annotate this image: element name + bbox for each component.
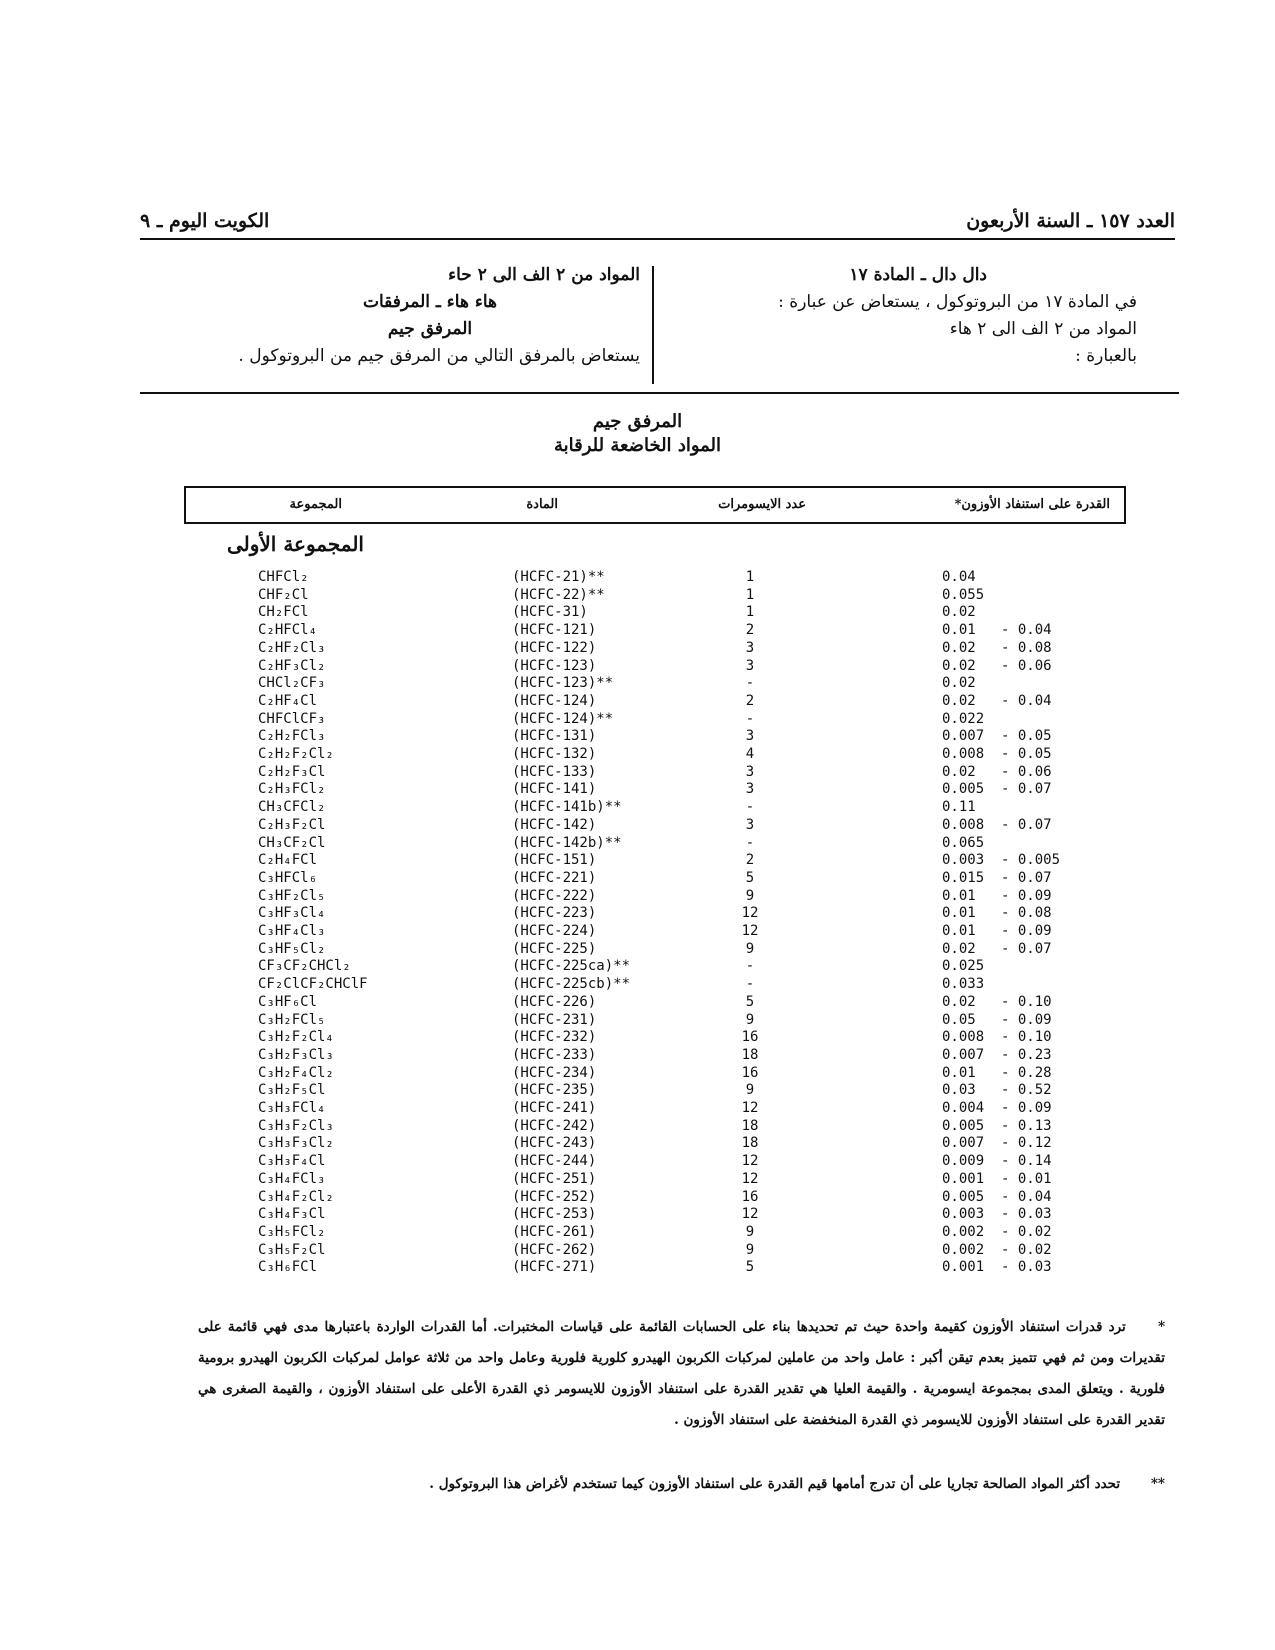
formula-cell: C₃H₂F₅Cl bbox=[258, 1082, 326, 1099]
isomer-count-cell: 5 bbox=[745, 993, 755, 1010]
isomer-count-cell: 12 bbox=[741, 1206, 759, 1223]
table-row bbox=[0, 692, 1275, 710]
formula-cell: C₃HFCl₆ bbox=[258, 869, 318, 886]
isomer-count-cell: 18 bbox=[741, 1135, 759, 1152]
odp-value-cell: 0.065 bbox=[942, 834, 985, 851]
isomer-count-cell: 3 bbox=[745, 657, 755, 674]
left-line-1: المواد من ٢ الف الى ٢ حاء bbox=[448, 265, 640, 285]
isomer-count-cell: - bbox=[745, 834, 755, 851]
substance-code-cell: (HCFC-131) bbox=[512, 728, 597, 745]
formula-cell: CH₃CF₂Cl bbox=[258, 834, 326, 851]
odp-value-cell: 0.02 - 0.07 bbox=[942, 940, 1052, 957]
table-row bbox=[0, 568, 1275, 586]
formula-cell: C₂H₂F₃Cl bbox=[258, 763, 326, 780]
odp-value-cell: 0.01 - 0.08 bbox=[942, 905, 1052, 922]
substance-code-cell: (HCFC-141b)** bbox=[512, 799, 622, 816]
odp-value-cell: 0.02 bbox=[942, 675, 976, 692]
substance-code-cell: (HCFC-223) bbox=[512, 905, 597, 922]
header-odp: القدرة على استنفاد الأوزون* bbox=[954, 497, 1110, 512]
odp-value-cell: 0.008 - 0.05 bbox=[942, 746, 1052, 762]
intro-columns bbox=[140, 262, 1175, 392]
formula-cell: C₂H₃FCl₂ bbox=[258, 781, 326, 798]
odp-value-cell: 0.055 bbox=[942, 586, 985, 603]
table-row bbox=[0, 1028, 1275, 1046]
substance-code-cell: (HCFC-122) bbox=[512, 639, 597, 656]
odp-value-cell: 0.009 - 0.14 bbox=[942, 1153, 1052, 1170]
formula-cell: C₃HF₅Cl₂ bbox=[258, 940, 326, 957]
formula-cell: C₃HF₃Cl₄ bbox=[258, 905, 326, 922]
footnote-2-mark: ** bbox=[1150, 1476, 1165, 1492]
footnote-2 bbox=[240, 1472, 1165, 1496]
substance-code-cell: (HCFC-21)** bbox=[512, 569, 605, 585]
formula-cell: C₂H₃F₂Cl bbox=[258, 816, 326, 833]
isomer-count-cell: 1 bbox=[745, 586, 755, 603]
odp-value-cell: 0.001 - 0.01 bbox=[942, 1170, 1052, 1187]
substance-code-cell: (HCFC-225cb)** bbox=[512, 976, 631, 993]
left-line-2: هاء هاء ـ المرفقات bbox=[362, 292, 498, 312]
annex-heading bbox=[0, 410, 1275, 458]
isomer-count-cell: 5 bbox=[745, 1259, 755, 1276]
substance-code-cell: (HCFC-271) bbox=[512, 1259, 597, 1276]
right-column bbox=[677, 262, 1137, 370]
table-row bbox=[0, 1152, 1275, 1170]
substance-code-cell: (HCFC-244) bbox=[512, 1153, 597, 1170]
formula-cell: CHCl₂CF₃ bbox=[258, 675, 326, 692]
isomer-count-cell: - bbox=[745, 799, 755, 816]
isomer-count-cell: 3 bbox=[745, 639, 755, 656]
header-isomers: عدد الايسومرات bbox=[718, 497, 806, 512]
isomer-count-cell: 16 bbox=[741, 1188, 759, 1205]
odp-value-cell: 0.003 - 0.005 bbox=[942, 852, 1061, 869]
substance-code-cell: (HCFC-241) bbox=[512, 1100, 597, 1116]
isomer-count-cell: 3 bbox=[745, 816, 755, 833]
footnote-2-text: تحدد أكثر المواد الصالحة تجاريا على أن تدرج أمامها قيم القدرة على استنفاد الأوزون كيما تستخدم لأغراض هذا البروتوكول . bbox=[429, 1476, 1121, 1492]
isomer-count-cell: 1 bbox=[745, 569, 755, 585]
isomer-count-cell: 18 bbox=[741, 1046, 759, 1063]
isomer-count-cell: 2 bbox=[745, 692, 755, 709]
table-row bbox=[0, 586, 1275, 604]
formula-cell: C₃HF₆Cl bbox=[258, 993, 318, 1010]
table-row bbox=[0, 922, 1275, 940]
odp-value-cell: 0.022 bbox=[942, 710, 985, 727]
isomer-count-cell: 1 bbox=[745, 604, 755, 621]
table-header bbox=[184, 486, 1126, 524]
section-rule bbox=[140, 392, 1179, 394]
table-row bbox=[0, 1241, 1275, 1259]
isomer-count-cell: - bbox=[745, 976, 755, 993]
substance-code-cell: (HCFC-133) bbox=[512, 763, 597, 780]
odp-value-cell: 0.02 - 0.04 bbox=[942, 692, 1052, 709]
odp-value-cell: 0.002 - 0.02 bbox=[942, 1223, 1052, 1240]
annex-subtitle: المواد الخاضعة للرقابة bbox=[553, 435, 722, 456]
isomer-count-cell: 12 bbox=[741, 905, 759, 922]
substance-code-cell: (HCFC-243) bbox=[512, 1135, 597, 1152]
left-column bbox=[220, 262, 640, 370]
odp-value-cell: 0.01 - 0.09 bbox=[942, 887, 1052, 904]
table-row bbox=[0, 763, 1275, 781]
formula-cell: C₃H₂F₄Cl₂ bbox=[258, 1064, 334, 1081]
substance-code-cell: (HCFC-123)** bbox=[512, 675, 614, 692]
odp-value-cell: 0.03 - 0.52 bbox=[942, 1082, 1052, 1099]
odp-value-cell: 0.01 - 0.09 bbox=[942, 923, 1052, 939]
substance-code-cell: (HCFC-242) bbox=[512, 1117, 597, 1134]
isomer-count-cell: 9 bbox=[745, 1082, 755, 1099]
annex-title: المرفق جيم bbox=[592, 411, 683, 432]
isomer-count-cell: 9 bbox=[745, 940, 755, 957]
substance-code-cell: (HCFC-235) bbox=[512, 1082, 597, 1099]
odp-value-cell: 0.11 bbox=[942, 799, 976, 816]
table-row bbox=[0, 727, 1275, 745]
substance-code-cell: (HCFC-123) bbox=[512, 657, 597, 674]
substance-code-cell: (HCFC-252) bbox=[512, 1188, 597, 1205]
column-divider bbox=[652, 266, 654, 384]
odp-value-cell: 0.002 - 0.02 bbox=[942, 1241, 1052, 1258]
formula-cell: C₂HF₄Cl bbox=[258, 692, 318, 709]
formula-cell: C₃H₄F₃Cl bbox=[258, 1206, 326, 1223]
formula-cell: C₂H₄FCl bbox=[258, 852, 318, 869]
odp-value-cell: 0.005 - 0.13 bbox=[942, 1117, 1052, 1134]
table-row bbox=[0, 780, 1275, 798]
formula-cell: CF₂ClCF₂CHClF bbox=[258, 976, 368, 993]
isomer-count-cell: - bbox=[745, 675, 755, 692]
odp-value-cell: 0.033 bbox=[942, 976, 985, 993]
substance-code-cell: (HCFC-253) bbox=[512, 1206, 597, 1223]
table-row bbox=[0, 745, 1275, 763]
isomer-count-cell: 3 bbox=[745, 781, 755, 798]
formula-cell: C₂HFCl₄ bbox=[258, 622, 318, 639]
substance-code-cell: (HCFC-31) bbox=[512, 604, 588, 621]
odp-value-cell: 0.04 bbox=[942, 569, 976, 585]
odp-value-cell: 0.01 - 0.28 bbox=[942, 1064, 1052, 1081]
table-row bbox=[0, 957, 1275, 975]
left-line-4: يستعاض بالمرفق التالي من المرفق جيم من البروتوكول . bbox=[238, 346, 640, 366]
formula-cell: C₃H₅FCl₂ bbox=[258, 1223, 326, 1240]
formula-cell: C₃H₃F₂Cl₃ bbox=[258, 1117, 334, 1134]
table-row bbox=[0, 816, 1275, 834]
substance-code-cell: (HCFC-124)** bbox=[512, 710, 614, 727]
formula-cell: C₃H₆FCl bbox=[258, 1259, 318, 1276]
formula-cell: CH₂FCl bbox=[258, 604, 309, 621]
isomer-count-cell: 2 bbox=[745, 852, 755, 869]
odp-value-cell: 0.003 - 0.03 bbox=[942, 1206, 1052, 1223]
substance-code-cell: (HCFC-142b)** bbox=[512, 834, 622, 851]
table-row bbox=[0, 1064, 1275, 1082]
formula-cell: C₃HF₂Cl₅ bbox=[258, 887, 326, 904]
table-row bbox=[0, 621, 1275, 639]
isomer-count-cell: - bbox=[745, 958, 755, 975]
odp-value-cell: 0.01 - 0.04 bbox=[942, 622, 1052, 639]
formula-cell: C₃H₂F₂Cl₄ bbox=[258, 1029, 334, 1046]
substance-code-cell: (HCFC-225) bbox=[512, 940, 597, 957]
footnote-1-text: ترد قدرات استنفاد الأوزون كقيمة واحدة حيث تم تحديدها بناء على الحسابات القائمة على قياسات المختبرات. أما القدرات الواردة باعتبارها مدى فهي قائمة على تقديرات ومن ثم فهي تتميز بعدم تيقن أكبر : عامل واحد من عاملين لمركبات الكربون الهيدرو كلورية فلورية وعامل واحد من ثلاثة عوامل لمركبات الكربون الهيدرو برومية فلورية . ويتعلق المدى بمجموعة ايسومرية . والقيمة العليا هي تقدير القدرة على استنفاد الأوزون للايسومر ذي القدرة الأعلى على استنفاد الأوزون ، والقيمة الصغرى هي تقدير القدرة على استنفاد الأوزون للايسومر ذي القدرة المنخفضة على استنفاد الأوزون . bbox=[198, 1319, 1165, 1428]
formula-cell: C₃H₄FCl₃ bbox=[258, 1170, 326, 1187]
table-row bbox=[0, 657, 1275, 675]
isomer-count-cell: 2 bbox=[745, 622, 755, 639]
table-row bbox=[0, 1046, 1275, 1064]
table-row bbox=[0, 1081, 1275, 1099]
isomer-count-cell: - bbox=[745, 710, 755, 727]
odp-value-cell: 0.02 bbox=[942, 604, 976, 621]
formula-cell: CHF₂Cl bbox=[258, 586, 309, 603]
left-line-3: المرفق جيم bbox=[387, 319, 473, 339]
isomer-count-cell: 5 bbox=[745, 869, 755, 886]
formula-cell: C₃HF₄Cl₃ bbox=[258, 923, 326, 939]
substance-code-cell: (HCFC-224) bbox=[512, 923, 597, 939]
formula-cell: C₃H₄F₂Cl₂ bbox=[258, 1188, 334, 1205]
table-row bbox=[0, 1117, 1275, 1135]
odp-value-cell: 0.004 - 0.09 bbox=[942, 1100, 1052, 1116]
issue-number: العدد ١٥٧ ـ السنة الأربعون bbox=[966, 210, 1175, 232]
substance-code-cell: (HCFC-232) bbox=[512, 1029, 597, 1046]
odp-value-cell: 0.015 - 0.07 bbox=[942, 869, 1052, 886]
formula-cell: C₃H₅F₂Cl bbox=[258, 1241, 326, 1258]
formula-cell: C₂H₂FCl₃ bbox=[258, 728, 326, 745]
isomer-count-cell: 12 bbox=[741, 1153, 759, 1170]
isomer-count-cell: 12 bbox=[741, 1100, 759, 1116]
right-line-2: المواد من ٢ الف الى ٢ هاء bbox=[949, 319, 1137, 339]
substance-code-cell: (HCFC-151) bbox=[512, 852, 597, 869]
table-row bbox=[0, 993, 1275, 1011]
formula-cell: C₃H₃FCl₄ bbox=[258, 1100, 326, 1116]
substance-code-cell: (HCFC-262) bbox=[512, 1241, 597, 1258]
table-row bbox=[0, 975, 1275, 993]
isomer-count-cell: 12 bbox=[741, 1170, 759, 1187]
substance-code-cell: (HCFC-251) bbox=[512, 1170, 597, 1187]
table-row bbox=[0, 1099, 1275, 1117]
odp-value-cell: 0.007 - 0.05 bbox=[942, 728, 1052, 745]
isomer-count-cell: 12 bbox=[741, 923, 759, 939]
table-row bbox=[0, 869, 1275, 887]
odp-value-cell: 0.005 - 0.07 bbox=[942, 781, 1052, 798]
formula-cell: C₂H₂F₂Cl₂ bbox=[258, 746, 334, 762]
odp-value-cell: 0.005 - 0.04 bbox=[942, 1188, 1052, 1205]
formula-cell: C₃H₃F₄Cl bbox=[258, 1153, 326, 1170]
table-row bbox=[0, 1188, 1275, 1206]
substance-code-cell: (HCFC-226) bbox=[512, 993, 597, 1010]
table-row bbox=[0, 851, 1275, 869]
substance-code-cell: (HCFC-225ca)** bbox=[512, 958, 631, 975]
footnote-1 bbox=[198, 1312, 1165, 1436]
publication-name: الكويت اليوم ـ ٩ bbox=[140, 210, 270, 232]
isomer-count-cell: 16 bbox=[741, 1064, 759, 1081]
substance-code-cell: (HCFC-222) bbox=[512, 887, 597, 904]
odp-value-cell: 0.02 - 0.08 bbox=[942, 639, 1052, 656]
table-row bbox=[0, 904, 1275, 922]
isomer-count-cell: 9 bbox=[745, 887, 755, 904]
isomer-count-cell: 3 bbox=[745, 763, 755, 780]
formula-cell: C₂HF₂Cl₃ bbox=[258, 639, 326, 656]
formula-cell: C₃H₃F₃Cl₂ bbox=[258, 1135, 334, 1152]
substance-code-cell: (HCFC-221) bbox=[512, 869, 597, 886]
formula-cell: CHFCl₂ bbox=[258, 569, 309, 585]
odp-value-cell: 0.02 - 0.06 bbox=[942, 657, 1052, 674]
table-row bbox=[0, 798, 1275, 816]
isomer-count-cell: 4 bbox=[745, 746, 755, 762]
table-row bbox=[0, 603, 1275, 621]
isomer-count-cell: 9 bbox=[745, 1011, 755, 1028]
substance-code-cell: (HCFC-142) bbox=[512, 816, 597, 833]
substance-code-cell: (HCFC-234) bbox=[512, 1064, 597, 1081]
odp-value-cell: 0.008 - 0.07 bbox=[942, 816, 1052, 833]
formula-cell: C₂HF₃Cl₂ bbox=[258, 657, 326, 674]
header-substance: المادة bbox=[526, 497, 558, 512]
footnote-1-mark: * bbox=[1157, 1319, 1165, 1335]
isomer-count-cell: 3 bbox=[745, 728, 755, 745]
table-row bbox=[0, 1258, 1275, 1276]
formula-cell: CF₃CF₂CHCl₂ bbox=[258, 958, 351, 975]
substance-code-cell: (HCFC-121) bbox=[512, 622, 597, 639]
substance-code-cell: (HCFC-231) bbox=[512, 1011, 597, 1028]
formula-cell: C₃H₂F₃Cl₃ bbox=[258, 1046, 334, 1063]
table-row bbox=[0, 1223, 1275, 1241]
table-row bbox=[0, 639, 1275, 657]
right-line-3: بالعبارة : bbox=[1075, 346, 1137, 366]
odp-value-cell: 0.001 - 0.03 bbox=[942, 1259, 1052, 1276]
formula-cell: CH₃CFCl₂ bbox=[258, 799, 326, 816]
table-row bbox=[0, 834, 1275, 852]
substance-code-cell: (HCFC-233) bbox=[512, 1046, 597, 1063]
table-row bbox=[0, 940, 1275, 958]
isomer-count-cell: 9 bbox=[745, 1223, 755, 1240]
odp-value-cell: 0.02 - 0.06 bbox=[942, 763, 1052, 780]
odp-value-cell: 0.007 - 0.12 bbox=[942, 1135, 1052, 1152]
header-group: المجموعة bbox=[289, 497, 342, 512]
substance-code-cell: (HCFC-124) bbox=[512, 692, 597, 709]
table-row bbox=[0, 1134, 1275, 1152]
table-row bbox=[0, 1205, 1275, 1223]
table-row bbox=[0, 1170, 1275, 1188]
odp-value-cell: 0.008 - 0.10 bbox=[942, 1029, 1052, 1046]
group-title: المجموعة الأولى bbox=[226, 532, 364, 556]
substance-code-cell: (HCFC-22)** bbox=[512, 586, 605, 603]
formula-cell: C₃H₂FCl₅ bbox=[258, 1011, 326, 1028]
substance-code-cell: (HCFC-132) bbox=[512, 746, 597, 762]
odp-value-cell: 0.05 - 0.09 bbox=[942, 1011, 1052, 1028]
page-header bbox=[140, 208, 1175, 240]
table-row bbox=[0, 674, 1275, 692]
isomer-count-cell: 18 bbox=[741, 1117, 759, 1134]
substance-code-cell: (HCFC-141) bbox=[512, 781, 597, 798]
odp-value-cell: 0.007 - 0.23 bbox=[942, 1046, 1052, 1063]
odp-value-cell: 0.025 bbox=[942, 958, 985, 975]
table-row bbox=[0, 710, 1275, 728]
isomer-count-cell: 16 bbox=[741, 1029, 759, 1046]
table-row bbox=[0, 887, 1275, 905]
odp-value-cell: 0.02 - 0.10 bbox=[942, 993, 1052, 1010]
substance-code-cell: (HCFC-261) bbox=[512, 1223, 597, 1240]
article-title: دال دال ـ المادة ١٧ bbox=[849, 265, 987, 285]
isomer-count-cell: 9 bbox=[745, 1241, 755, 1258]
formula-cell: CHFClCF₃ bbox=[258, 710, 326, 727]
table-row bbox=[0, 1011, 1275, 1029]
right-line-1: في المادة ١٧ من البروتوكول ، يستعاض عن عبارة : bbox=[778, 292, 1137, 312]
